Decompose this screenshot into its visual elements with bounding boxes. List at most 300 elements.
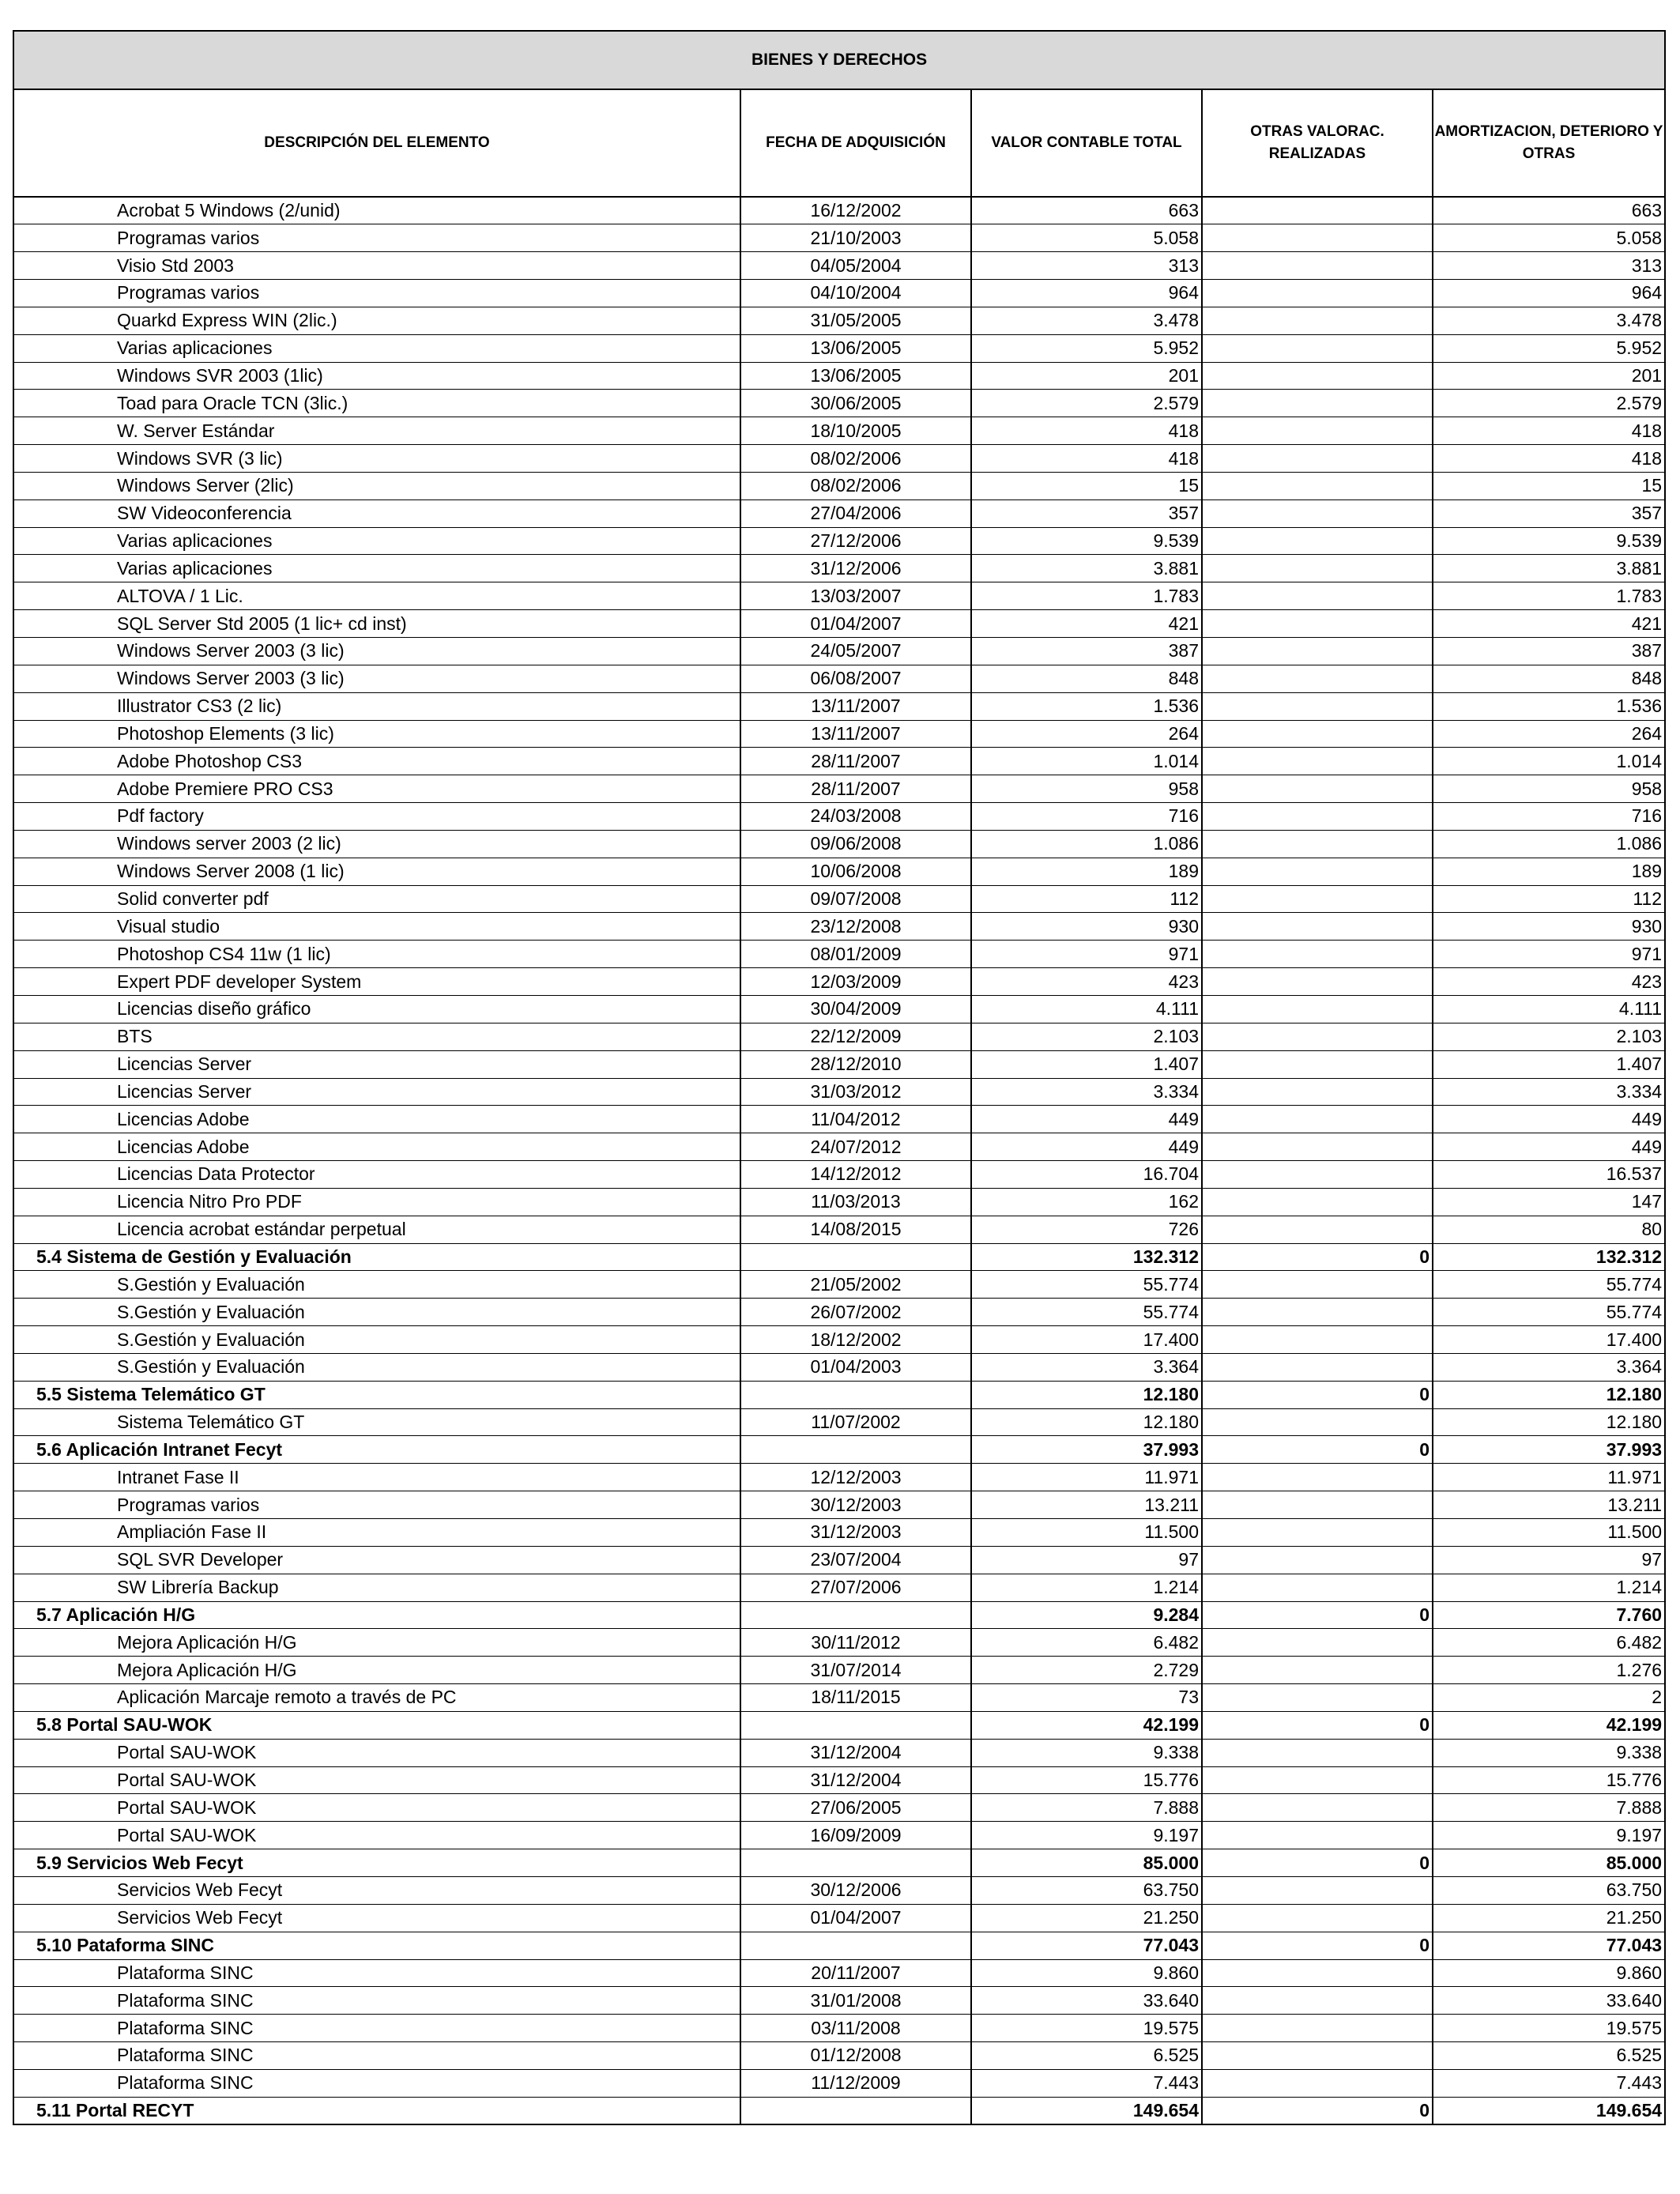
table-row	[13, 885, 1665, 913]
cell-otras-valorac	[1202, 1216, 1433, 1243]
cell-amortizacion: 5.952	[1433, 334, 1665, 362]
table-row	[13, 2042, 1665, 2070]
cell-otras-valorac	[1202, 555, 1433, 582]
cell-fecha: 27/04/2006	[740, 499, 971, 527]
cell-descripcion: Programas varios	[13, 224, 740, 252]
cell-amortizacion: 716	[1433, 803, 1665, 831]
cell-otras-valorac: 0	[1202, 1436, 1433, 1464]
cell-fecha: 31/03/2012	[740, 1078, 971, 1106]
cell-amortizacion: 930	[1433, 913, 1665, 941]
cell-valor-contable: 21.250	[971, 1904, 1202, 1932]
cell-descripcion: 5.11 Portal RECYT	[13, 2097, 740, 2124]
cell-otras-valorac	[1202, 362, 1433, 390]
cell-descripcion: Windows Server 2003 (3 lic)	[13, 665, 740, 692]
cell-otras-valorac	[1202, 472, 1433, 499]
cell-amortizacion: 418	[1433, 445, 1665, 473]
cell-fecha: 31/01/2008	[740, 1987, 971, 2015]
cell-valor-contable: 11.971	[971, 1464, 1202, 1491]
cell-fecha: 06/08/2007	[740, 665, 971, 692]
cell-amortizacion: 12.180	[1433, 1408, 1665, 1436]
cell-valor-contable: 55.774	[971, 1299, 1202, 1326]
cell-valor-contable: 2.729	[971, 1657, 1202, 1684]
cell-amortizacion: 387	[1433, 638, 1665, 665]
section-row	[13, 1932, 1665, 1959]
cell-valor-contable: 55.774	[971, 1271, 1202, 1299]
cell-amortizacion: 3.334	[1433, 1078, 1665, 1106]
table-row	[13, 224, 1665, 252]
cell-fecha: 14/08/2015	[740, 1216, 971, 1243]
cell-descripcion: Photoshop Elements (3 lic)	[13, 720, 740, 748]
cell-fecha: 31/05/2005	[740, 307, 971, 334]
cell-fecha: 03/11/2008	[740, 2015, 971, 2042]
cell-otras-valorac	[1202, 417, 1433, 445]
cell-fecha: 08/02/2006	[740, 472, 971, 499]
table-row	[13, 692, 1665, 720]
cell-descripcion: Adobe Photoshop CS3	[13, 748, 740, 775]
cell-valor-contable: 3.478	[971, 307, 1202, 334]
cell-descripcion: 5.5 Sistema Telemático GT	[13, 1381, 740, 1408]
table-row	[13, 252, 1665, 280]
table-row	[13, 527, 1665, 555]
cell-descripcion: Mejora Aplicación H/G	[13, 1629, 740, 1657]
cell-valor-contable: 6.482	[971, 1629, 1202, 1657]
table-row	[13, 1078, 1665, 1106]
cell-amortizacion: 9.860	[1433, 1959, 1665, 1987]
cell-descripcion: Photoshop CS4 11w (1 lic)	[13, 941, 740, 968]
table-row	[13, 334, 1665, 362]
cell-otras-valorac	[1202, 610, 1433, 638]
cell-valor-contable: 1.014	[971, 748, 1202, 775]
cell-valor-contable: 1.536	[971, 692, 1202, 720]
cell-fecha: 31/12/2004	[740, 1739, 971, 1766]
cell-amortizacion: 3.881	[1433, 555, 1665, 582]
cell-descripcion: Plataforma SINC	[13, 2069, 740, 2097]
cell-valor-contable: 418	[971, 445, 1202, 473]
cell-fecha	[740, 2097, 971, 2124]
cell-fecha: 13/11/2007	[740, 692, 971, 720]
cell-valor-contable: 9.284	[971, 1601, 1202, 1629]
cell-valor-contable: 1.407	[971, 1050, 1202, 1078]
cell-descripcion: Ampliación Fase II	[13, 1519, 740, 1547]
table-row	[13, 390, 1665, 417]
cell-descripcion: Toad para Oracle TCN (3lic.)	[13, 390, 740, 417]
cell-valor-contable: 33.640	[971, 1987, 1202, 2015]
table-row	[13, 445, 1665, 473]
table-row	[13, 1353, 1665, 1381]
cell-amortizacion: 1.086	[1433, 830, 1665, 858]
cell-otras-valorac	[1202, 1299, 1433, 1326]
table-body	[13, 197, 1665, 2124]
cell-valor-contable: 9.539	[971, 527, 1202, 555]
cell-amortizacion: 1.014	[1433, 748, 1665, 775]
table-row	[13, 830, 1665, 858]
cell-valor-contable: 2.579	[971, 390, 1202, 417]
cell-amortizacion: 964	[1433, 280, 1665, 307]
cell-valor-contable: 726	[971, 1216, 1202, 1243]
cell-descripcion: Plataforma SINC	[13, 1959, 740, 1987]
cell-fecha: 21/05/2002	[740, 1271, 971, 1299]
cell-amortizacion: 449	[1433, 1106, 1665, 1133]
cell-otras-valorac	[1202, 334, 1433, 362]
table-row	[13, 582, 1665, 610]
cell-valor-contable: 387	[971, 638, 1202, 665]
cell-amortizacion: 423	[1433, 968, 1665, 996]
cell-otras-valorac	[1202, 499, 1433, 527]
cell-otras-valorac: 0	[1202, 1711, 1433, 1739]
cell-valor-contable: 848	[971, 665, 1202, 692]
cell-otras-valorac: 0	[1202, 1243, 1433, 1271]
table-row	[13, 1959, 1665, 1987]
cell-otras-valorac	[1202, 390, 1433, 417]
cell-otras-valorac	[1202, 692, 1433, 720]
cell-descripcion: SQL SVR Developer	[13, 1546, 740, 1574]
cell-amortizacion: 1.276	[1433, 1657, 1665, 1684]
cell-otras-valorac: 0	[1202, 1601, 1433, 1629]
cell-amortizacion: 357	[1433, 499, 1665, 527]
cell-otras-valorac	[1202, 1326, 1433, 1354]
cell-amortizacion: 19.575	[1433, 2015, 1665, 2042]
table-row	[13, 748, 1665, 775]
cell-otras-valorac	[1202, 197, 1433, 224]
cell-otras-valorac	[1202, 1353, 1433, 1381]
table-row	[13, 803, 1665, 831]
cell-valor-contable: 13.211	[971, 1491, 1202, 1519]
cell-amortizacion: 6.482	[1433, 1629, 1665, 1657]
cell-fecha: 01/04/2007	[740, 610, 971, 638]
cell-valor-contable: 2.103	[971, 1023, 1202, 1050]
cell-fecha: 31/12/2006	[740, 555, 971, 582]
cell-amortizacion: 971	[1433, 941, 1665, 968]
table-row	[13, 2015, 1665, 2042]
assets-table	[13, 30, 1666, 2125]
cell-descripcion: Solid converter pdf	[13, 885, 740, 913]
cell-fecha: 23/12/2008	[740, 913, 971, 941]
cell-otras-valorac	[1202, 1959, 1433, 1987]
cell-amortizacion: 663	[1433, 197, 1665, 224]
cell-otras-valorac	[1202, 1904, 1433, 1932]
table-row	[13, 1326, 1665, 1354]
cell-fecha: 18/12/2002	[740, 1326, 971, 1354]
cell-otras-valorac	[1202, 913, 1433, 941]
cell-otras-valorac	[1202, 1050, 1433, 1078]
cell-amortizacion: 12.180	[1433, 1381, 1665, 1408]
cell-descripcion: Pdf factory	[13, 803, 740, 831]
cell-otras-valorac	[1202, 2015, 1433, 2042]
cell-otras-valorac	[1202, 1408, 1433, 1436]
table-row	[13, 1408, 1665, 1436]
table-row	[13, 1766, 1665, 1794]
table-row	[13, 638, 1665, 665]
cell-descripcion: ALTOVA / 1 Lic.	[13, 582, 740, 610]
cell-valor-contable: 4.111	[971, 995, 1202, 1023]
cell-fecha: 30/12/2003	[740, 1491, 971, 1519]
cell-valor-contable: 5.952	[971, 334, 1202, 362]
cell-fecha: 23/07/2004	[740, 1546, 971, 1574]
cell-fecha	[740, 1601, 971, 1629]
cell-fecha: 24/03/2008	[740, 803, 971, 831]
cell-valor-contable: 3.364	[971, 1353, 1202, 1381]
cell-descripcion: 5.7 Aplicación H/G	[13, 1601, 740, 1629]
cell-valor-contable: 11.500	[971, 1519, 1202, 1547]
cell-fecha: 08/02/2006	[740, 445, 971, 473]
cell-fecha	[740, 1849, 971, 1877]
cell-descripcion: Licencias Server	[13, 1050, 740, 1078]
cell-amortizacion: 42.199	[1433, 1711, 1665, 1739]
cell-otras-valorac	[1202, 1684, 1433, 1712]
cell-otras-valorac: 0	[1202, 1932, 1433, 1959]
cell-amortizacion: 11.500	[1433, 1519, 1665, 1547]
cell-fecha: 13/11/2007	[740, 720, 971, 748]
cell-valor-contable: 1.214	[971, 1574, 1202, 1601]
cell-fecha: 01/04/2003	[740, 1353, 971, 1381]
cell-descripcion: S.Gestión y Evaluación	[13, 1299, 740, 1326]
cell-amortizacion: 3.364	[1433, 1353, 1665, 1381]
cell-descripcion: 5.10 Pataforma SINC	[13, 1932, 740, 1959]
cell-otras-valorac	[1202, 1271, 1433, 1299]
table-row	[13, 913, 1665, 941]
table-row	[13, 1739, 1665, 1766]
cell-amortizacion: 2.579	[1433, 390, 1665, 417]
section-row	[13, 1849, 1665, 1877]
cell-valor-contable: 5.058	[971, 224, 1202, 252]
cell-otras-valorac	[1202, 1766, 1433, 1794]
cell-amortizacion: 201	[1433, 362, 1665, 390]
cell-fecha: 24/05/2007	[740, 638, 971, 665]
cell-descripcion: BTS	[13, 1023, 740, 1050]
cell-amortizacion: 7.888	[1433, 1794, 1665, 1822]
cell-fecha: 28/11/2007	[740, 775, 971, 803]
header-amortizacion: AMORTIZACION, DETERIORO Y OTRAS	[1433, 89, 1665, 197]
table-row	[13, 1904, 1665, 1932]
cell-otras-valorac	[1202, 1822, 1433, 1849]
table-row	[13, 362, 1665, 390]
cell-otras-valorac	[1202, 665, 1433, 692]
cell-valor-contable: 9.197	[971, 1822, 1202, 1849]
table-row	[13, 1133, 1665, 1161]
cell-descripcion: Programas varios	[13, 1491, 740, 1519]
cell-valor-contable: 201	[971, 362, 1202, 390]
cell-amortizacion: 3.478	[1433, 307, 1665, 334]
cell-amortizacion: 77.043	[1433, 1932, 1665, 1959]
cell-amortizacion: 15.776	[1433, 1766, 1665, 1794]
cell-amortizacion: 9.197	[1433, 1822, 1665, 1849]
cell-valor-contable: 264	[971, 720, 1202, 748]
cell-fecha: 16/09/2009	[740, 1822, 971, 1849]
cell-fecha: 09/06/2008	[740, 830, 971, 858]
cell-descripcion: Licencias Data Protector	[13, 1161, 740, 1189]
cell-valor-contable: 16.704	[971, 1161, 1202, 1189]
table-row	[13, 1464, 1665, 1491]
cell-valor-contable: 97	[971, 1546, 1202, 1574]
cell-valor-contable: 418	[971, 417, 1202, 445]
cell-amortizacion: 149.654	[1433, 2097, 1665, 2124]
table-row	[13, 1188, 1665, 1216]
table-row	[13, 1519, 1665, 1547]
cell-valor-contable: 971	[971, 941, 1202, 968]
cell-amortizacion: 16.537	[1433, 1161, 1665, 1189]
table-row	[13, 1023, 1665, 1050]
cell-descripcion: W. Server Estándar	[13, 417, 740, 445]
cell-amortizacion: 15	[1433, 472, 1665, 499]
cell-fecha: 30/04/2009	[740, 995, 971, 1023]
table-row	[13, 307, 1665, 334]
cell-descripcion: Licencias Server	[13, 1078, 740, 1106]
header-otras-valorac: OTRAS VALORAC. REALIZADAS	[1202, 89, 1433, 197]
cell-valor-contable: 73	[971, 1684, 1202, 1712]
cell-otras-valorac	[1202, 803, 1433, 831]
table-row	[13, 1684, 1665, 1712]
cell-descripcion: 5.9 Servicios Web Fecyt	[13, 1849, 740, 1877]
table-row	[13, 555, 1665, 582]
cell-amortizacion: 1.536	[1433, 692, 1665, 720]
cell-fecha: 13/06/2005	[740, 334, 971, 362]
cell-valor-contable: 132.312	[971, 1243, 1202, 1271]
cell-amortizacion: 7.760	[1433, 1601, 1665, 1629]
cell-fecha: 20/11/2007	[740, 1959, 971, 1987]
cell-otras-valorac	[1202, 1023, 1433, 1050]
cell-valor-contable: 12.180	[971, 1408, 1202, 1436]
cell-descripcion: Visio Std 2003	[13, 252, 740, 280]
cell-amortizacion: 97	[1433, 1546, 1665, 1574]
table-row	[13, 610, 1665, 638]
cell-valor-contable: 3.334	[971, 1078, 1202, 1106]
cell-fecha: 28/12/2010	[740, 1050, 971, 1078]
cell-fecha: 09/07/2008	[740, 885, 971, 913]
cell-amortizacion: 264	[1433, 720, 1665, 748]
cell-descripcion: SQL Server Std 2005 (1 lic+ cd inst)	[13, 610, 740, 638]
cell-valor-contable: 12.180	[971, 1381, 1202, 1408]
cell-amortizacion: 63.750	[1433, 1876, 1665, 1904]
cell-descripcion: Varias aplicaciones	[13, 527, 740, 555]
cell-fecha: 27/06/2005	[740, 1794, 971, 1822]
cell-valor-contable: 15	[971, 472, 1202, 499]
table-row	[13, 775, 1665, 803]
table-row	[13, 1161, 1665, 1189]
cell-otras-valorac	[1202, 1739, 1433, 1766]
table-row	[13, 417, 1665, 445]
cell-amortizacion: 13.211	[1433, 1491, 1665, 1519]
cell-descripcion: S.Gestión y Evaluación	[13, 1326, 740, 1354]
cell-amortizacion: 112	[1433, 885, 1665, 913]
cell-otras-valorac	[1202, 720, 1433, 748]
cell-amortizacion: 1.214	[1433, 1574, 1665, 1601]
cell-otras-valorac	[1202, 1519, 1433, 1547]
cell-fecha: 28/11/2007	[740, 748, 971, 775]
cell-otras-valorac	[1202, 1106, 1433, 1133]
table-row	[13, 1299, 1665, 1326]
table-title-row	[13, 31, 1665, 89]
cell-otras-valorac	[1202, 307, 1433, 334]
table-row	[13, 858, 1665, 885]
cell-fecha: 18/10/2005	[740, 417, 971, 445]
cell-otras-valorac	[1202, 252, 1433, 280]
cell-descripcion: Illustrator CS3 (2 lic)	[13, 692, 740, 720]
cell-valor-contable: 37.993	[971, 1436, 1202, 1464]
cell-fecha: 12/12/2003	[740, 1464, 971, 1491]
cell-amortizacion: 421	[1433, 610, 1665, 638]
cell-otras-valorac	[1202, 1987, 1433, 2015]
table-title: BIENES Y DERECHOS	[13, 31, 1665, 89]
cell-otras-valorac	[1202, 638, 1433, 665]
cell-valor-contable: 63.750	[971, 1876, 1202, 1904]
cell-otras-valorac	[1202, 280, 1433, 307]
cell-fecha: 21/10/2003	[740, 224, 971, 252]
cell-valor-contable: 19.575	[971, 2015, 1202, 2042]
table-row	[13, 1050, 1665, 1078]
cell-amortizacion: 313	[1433, 252, 1665, 280]
cell-valor-contable: 42.199	[971, 1711, 1202, 1739]
cell-valor-contable: 357	[971, 499, 1202, 527]
cell-otras-valorac	[1202, 1188, 1433, 1216]
cell-amortizacion: 11.971	[1433, 1464, 1665, 1491]
cell-descripcion: Windows Server 2003 (3 lic)	[13, 638, 740, 665]
cell-amortizacion: 21.250	[1433, 1904, 1665, 1932]
cell-otras-valorac	[1202, 1657, 1433, 1684]
cell-descripcion: Servicios Web Fecyt	[13, 1876, 740, 1904]
cell-amortizacion: 85.000	[1433, 1849, 1665, 1877]
cell-valor-contable: 77.043	[971, 1932, 1202, 1959]
cell-valor-contable: 6.525	[971, 2042, 1202, 2070]
cell-descripcion: Servicios Web Fecyt	[13, 1904, 740, 1932]
cell-fecha: 30/11/2012	[740, 1629, 971, 1657]
cell-descripcion: Portal SAU-WOK	[13, 1794, 740, 1822]
section-row	[13, 1436, 1665, 1464]
cell-fecha: 01/12/2008	[740, 2042, 971, 2070]
cell-otras-valorac	[1202, 885, 1433, 913]
cell-descripcion: Visual studio	[13, 913, 740, 941]
cell-valor-contable: 7.888	[971, 1794, 1202, 1822]
cell-valor-contable: 112	[971, 885, 1202, 913]
cell-descripcion: S.Gestión y Evaluación	[13, 1271, 740, 1299]
cell-descripcion: Varias aplicaciones	[13, 334, 740, 362]
cell-fecha: 26/07/2002	[740, 1299, 971, 1326]
cell-amortizacion: 958	[1433, 775, 1665, 803]
cell-otras-valorac	[1202, 582, 1433, 610]
header-valor-contable: VALOR CONTABLE TOTAL	[971, 89, 1202, 197]
cell-valor-contable: 423	[971, 968, 1202, 996]
cell-amortizacion: 55.774	[1433, 1299, 1665, 1326]
cell-amortizacion: 80	[1433, 1216, 1665, 1243]
cell-otras-valorac	[1202, 2042, 1433, 2070]
cell-amortizacion: 33.640	[1433, 1987, 1665, 2015]
cell-otras-valorac	[1202, 1629, 1433, 1657]
cell-amortizacion: 9.338	[1433, 1739, 1665, 1766]
section-row	[13, 1601, 1665, 1629]
table-row	[13, 1629, 1665, 1657]
cell-amortizacion: 848	[1433, 665, 1665, 692]
cell-valor-contable: 149.654	[971, 2097, 1202, 2124]
cell-descripcion: Windows Server 2008 (1 lic)	[13, 858, 740, 885]
cell-descripcion: Programas varios	[13, 280, 740, 307]
cell-valor-contable: 449	[971, 1106, 1202, 1133]
cell-otras-valorac	[1202, 858, 1433, 885]
cell-otras-valorac	[1202, 1464, 1433, 1491]
cell-descripcion: Varias aplicaciones	[13, 555, 740, 582]
cell-descripcion: Plataforma SINC	[13, 2042, 740, 2070]
cell-fecha: 31/07/2014	[740, 1657, 971, 1684]
cell-valor-contable: 958	[971, 775, 1202, 803]
cell-valor-contable: 162	[971, 1188, 1202, 1216]
table-row	[13, 995, 1665, 1023]
cell-descripcion: Portal SAU-WOK	[13, 1766, 740, 1794]
cell-otras-valorac	[1202, 1794, 1433, 1822]
cell-descripcion: 5.8 Portal SAU-WOK	[13, 1711, 740, 1739]
table-row	[13, 1271, 1665, 1299]
cell-descripcion: Intranet Fase II	[13, 1464, 740, 1491]
cell-fecha	[740, 1932, 971, 1959]
table-row	[13, 941, 1665, 968]
cell-fecha: 16/12/2002	[740, 197, 971, 224]
